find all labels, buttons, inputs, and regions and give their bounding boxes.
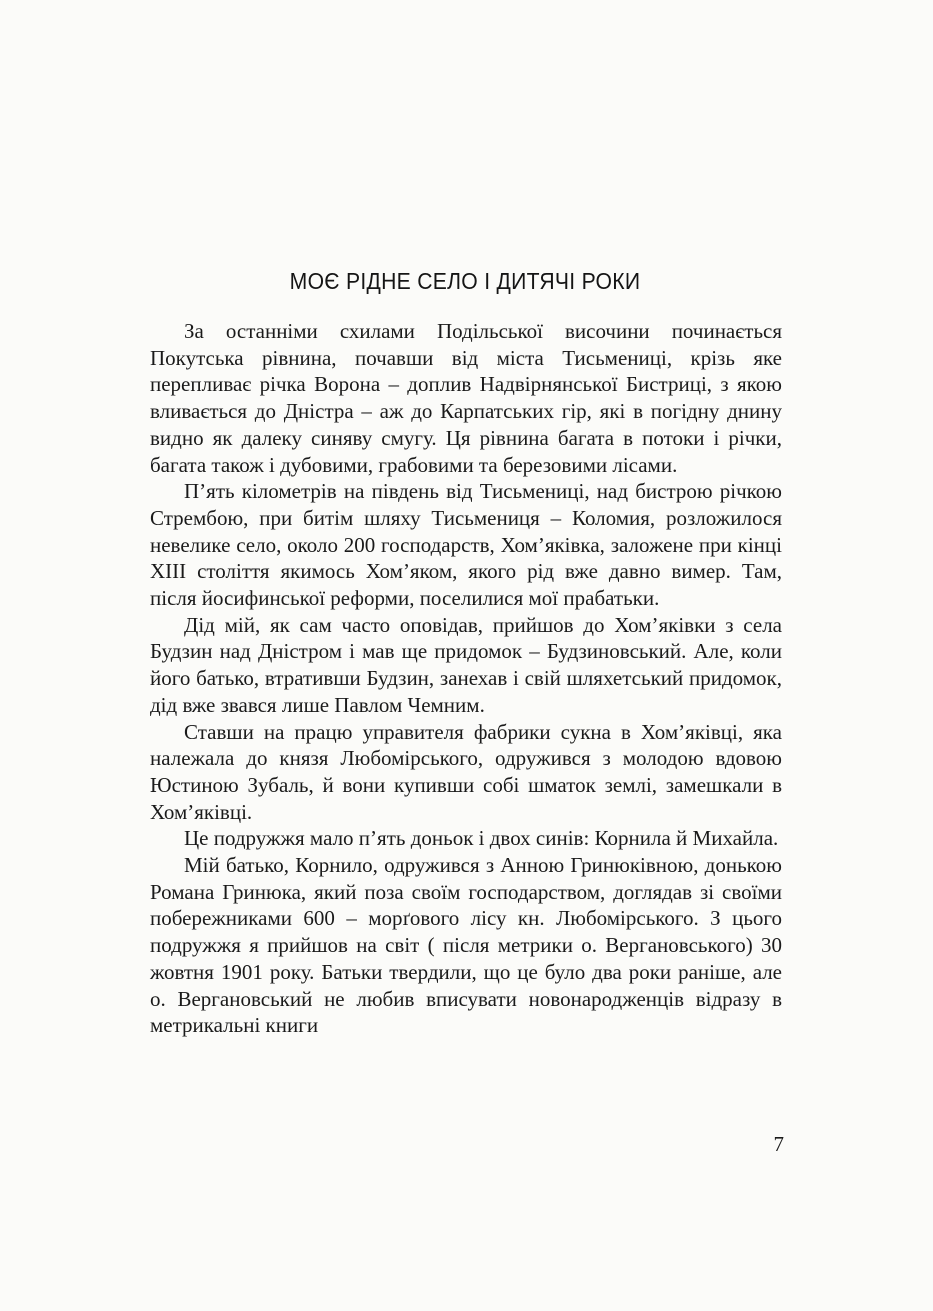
paragraph-2: П’ять кілометрів на південь від Тисьмениці, над бистрою річкою Стрембою, при битім шляху Тисьмениця – Коломия, розложилося невелике село, около 200 господарств, Хом’яківка, заложене при кінці XIII століття якимось Хом’яком, якого рід вже давно вимер. Там, після йосифинської реформи, поселилися мої прабатьки. (150, 479, 782, 611)
paragraph-3: Дід мій, як сам часто оповідав, прийшов до Хом’яківки з села Будзин над Дністром і мав ще придомок – Будзиновський. Але, коли його батько, втративши Будзин, занехав і свій шляхетський придомок, дід вже звався лише Павлом Чемним. (150, 612, 782, 717)
paragraph-4: Ставши на працю управителя фабрики сукна в Хом’яківці, яка належала до князя Любомірського, одружився з молодою вдовою Юстиною Зубаль, й вони купивши собі шматок землі, замешкали в Хом’яківці. (150, 719, 782, 824)
chapter-title: МОЄ РІДНЕ СЕЛО І ДИТЯЧІ РОКИ (289, 268, 641, 294)
paragraph-5: Це подружжя мало п’ять доньок і двох синів: Корнила й Михайла. (184, 826, 779, 851)
paragraph-6: Мій батько, Корнило, одружився з Анною Гринюківною, донькою Романа Гринюка, який поза своїм господарством, доглядав зі своїми побережниками 600 – морґового лісу кн. Любомірського. З цього подружжя я прийшов на світ ( після метрики о. Вергановського) 30 жовтня 1901 року. Батьки твердили, що це було два роки раніше, але о. Вергановський не любив вписувати новонародженців відразу в метрикальні книги (150, 853, 782, 1038)
page-number: 7 (773, 1132, 784, 1156)
paragraph-1: За останніми схилами Подільської височини починається Покутська рівнина, почавши від міста Тисьмениці, крізь яке перепливає річка Ворона – доплив Надвірнянської Бистриці, з якою вливається до Дністра – аж до Карпатських гір, які в погідну днину видно як далеку синяву смугу. Ця рівнина багата в потоки і річки, багата також і дубовими, грабовими та березовими лісами. (150, 319, 782, 477)
body-text (150, 318, 782, 1039)
